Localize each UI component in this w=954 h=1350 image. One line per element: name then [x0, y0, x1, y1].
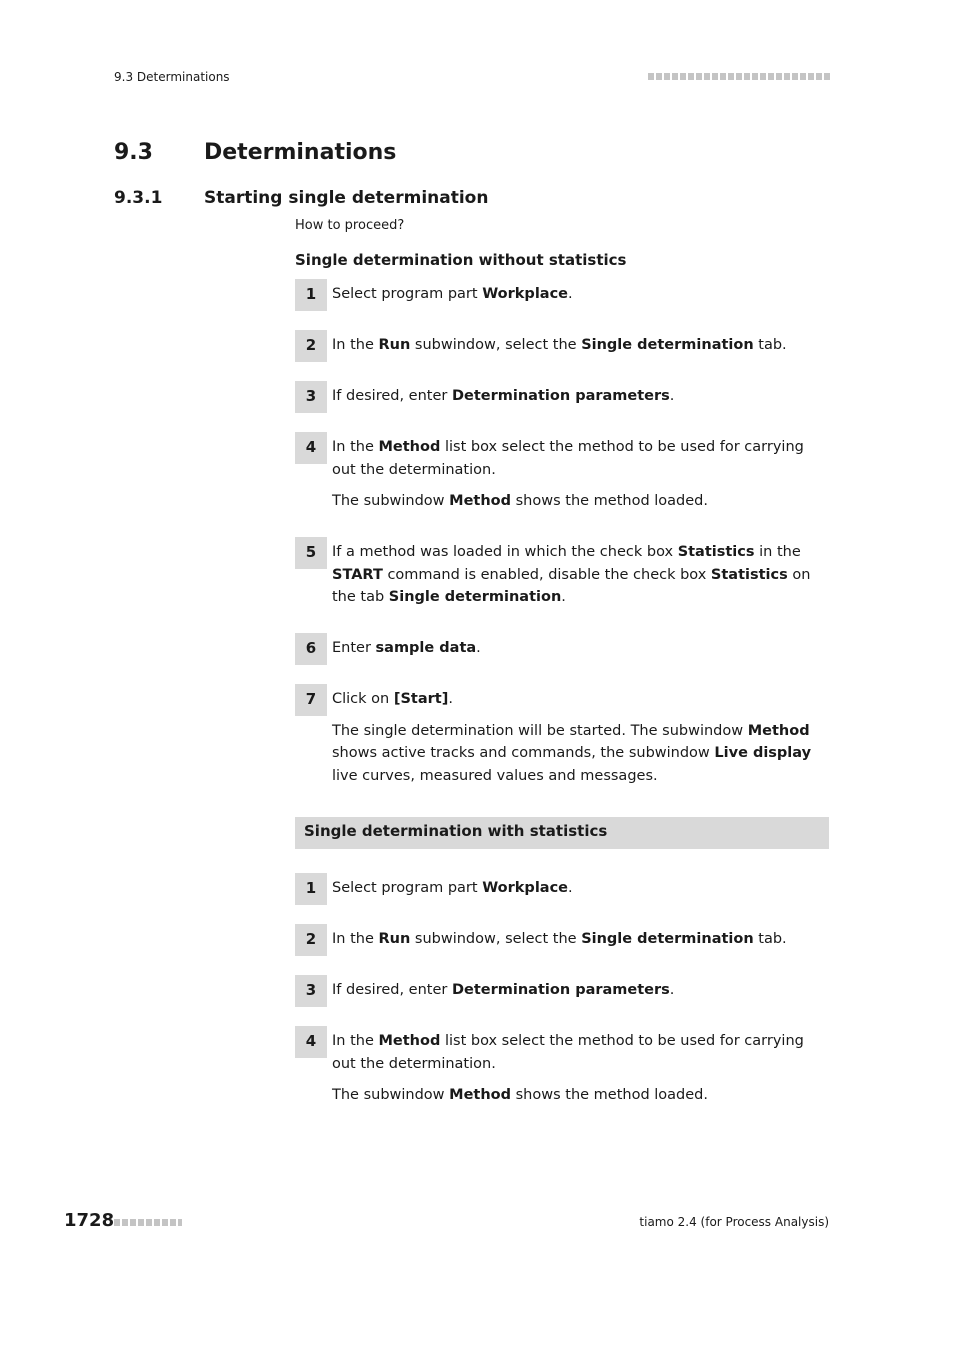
step-number: 4 [295, 432, 327, 464]
step-number: 3 [295, 381, 327, 413]
running-header-section: 9.3 Determinations [114, 70, 230, 84]
step [295, 330, 829, 357]
step-text: In the Method list box select the method to be used for carrying out the determination. [332, 439, 804, 478]
step [295, 924, 829, 951]
procedure-heading-with-statistics: Single determination with statistics [295, 817, 829, 849]
step-number: 1 [295, 873, 327, 905]
page-number: 1728 [64, 1210, 115, 1231]
step [295, 633, 829, 660]
product-name: tiamo 2.4 (for Process Analysis) [639, 1215, 829, 1229]
step [295, 432, 829, 513]
step-text: In the Run subwindow, select the Single determination tab. [332, 931, 787, 947]
step-result: The subwindow Method shows the method loaded. [332, 1087, 708, 1103]
step-number: 6 [295, 633, 327, 665]
step-text: If desired, enter Determination parameters. [332, 982, 675, 998]
step-result: The single determination will be started. The subwindow Method shows active tracks and commands, the subwindow Live display live curves, measured values and messages. [332, 722, 812, 784]
step [295, 537, 829, 609]
step-number: 7 [295, 684, 327, 716]
header-decoration [648, 73, 830, 80]
step-number: 1 [295, 279, 327, 311]
step-number: 4 [295, 1026, 327, 1058]
section-number: 9.3 [114, 140, 153, 165]
step-number: 2 [295, 330, 327, 362]
step-number: 5 [295, 537, 327, 569]
step [295, 1026, 829, 1107]
step-text: In the Method list box select the method to be used for carrying out the determination. [332, 1033, 804, 1072]
step-text: If desired, enter Determination parameters. [332, 388, 675, 404]
step [295, 684, 829, 787]
subsection-title-text: Starting single determination [204, 188, 489, 208]
section-title [114, 140, 396, 165]
step-number: 3 [295, 975, 327, 1007]
step-text: In the Run subwindow, select the Single determination tab. [332, 337, 787, 353]
section-title-text: Determinations [204, 140, 397, 165]
subsection-number: 9.3.1 [114, 188, 163, 208]
subsection-title [114, 188, 488, 208]
intro-text: How to proceed? [295, 218, 405, 233]
step [295, 873, 829, 900]
step-text: Select program part Workplace. [332, 880, 573, 896]
footer-decoration [114, 1219, 182, 1226]
step [295, 975, 829, 1002]
step [295, 381, 829, 408]
step-text: If a method was loaded in which the check box Statistics in the START command is enabled, disable the check box Statistics on the tab Single determination. [332, 544, 811, 605]
step-result: The subwindow Method shows the method loaded. [332, 493, 708, 509]
procedure-heading-without-statistics: Single determination without statistics [295, 251, 627, 269]
step-number: 2 [295, 924, 327, 956]
step-text: Select program part Workplace. [332, 286, 573, 302]
step-text: Enter sample data. [332, 640, 481, 656]
step-text: Click on [Start]. [332, 691, 453, 707]
step [295, 279, 829, 306]
